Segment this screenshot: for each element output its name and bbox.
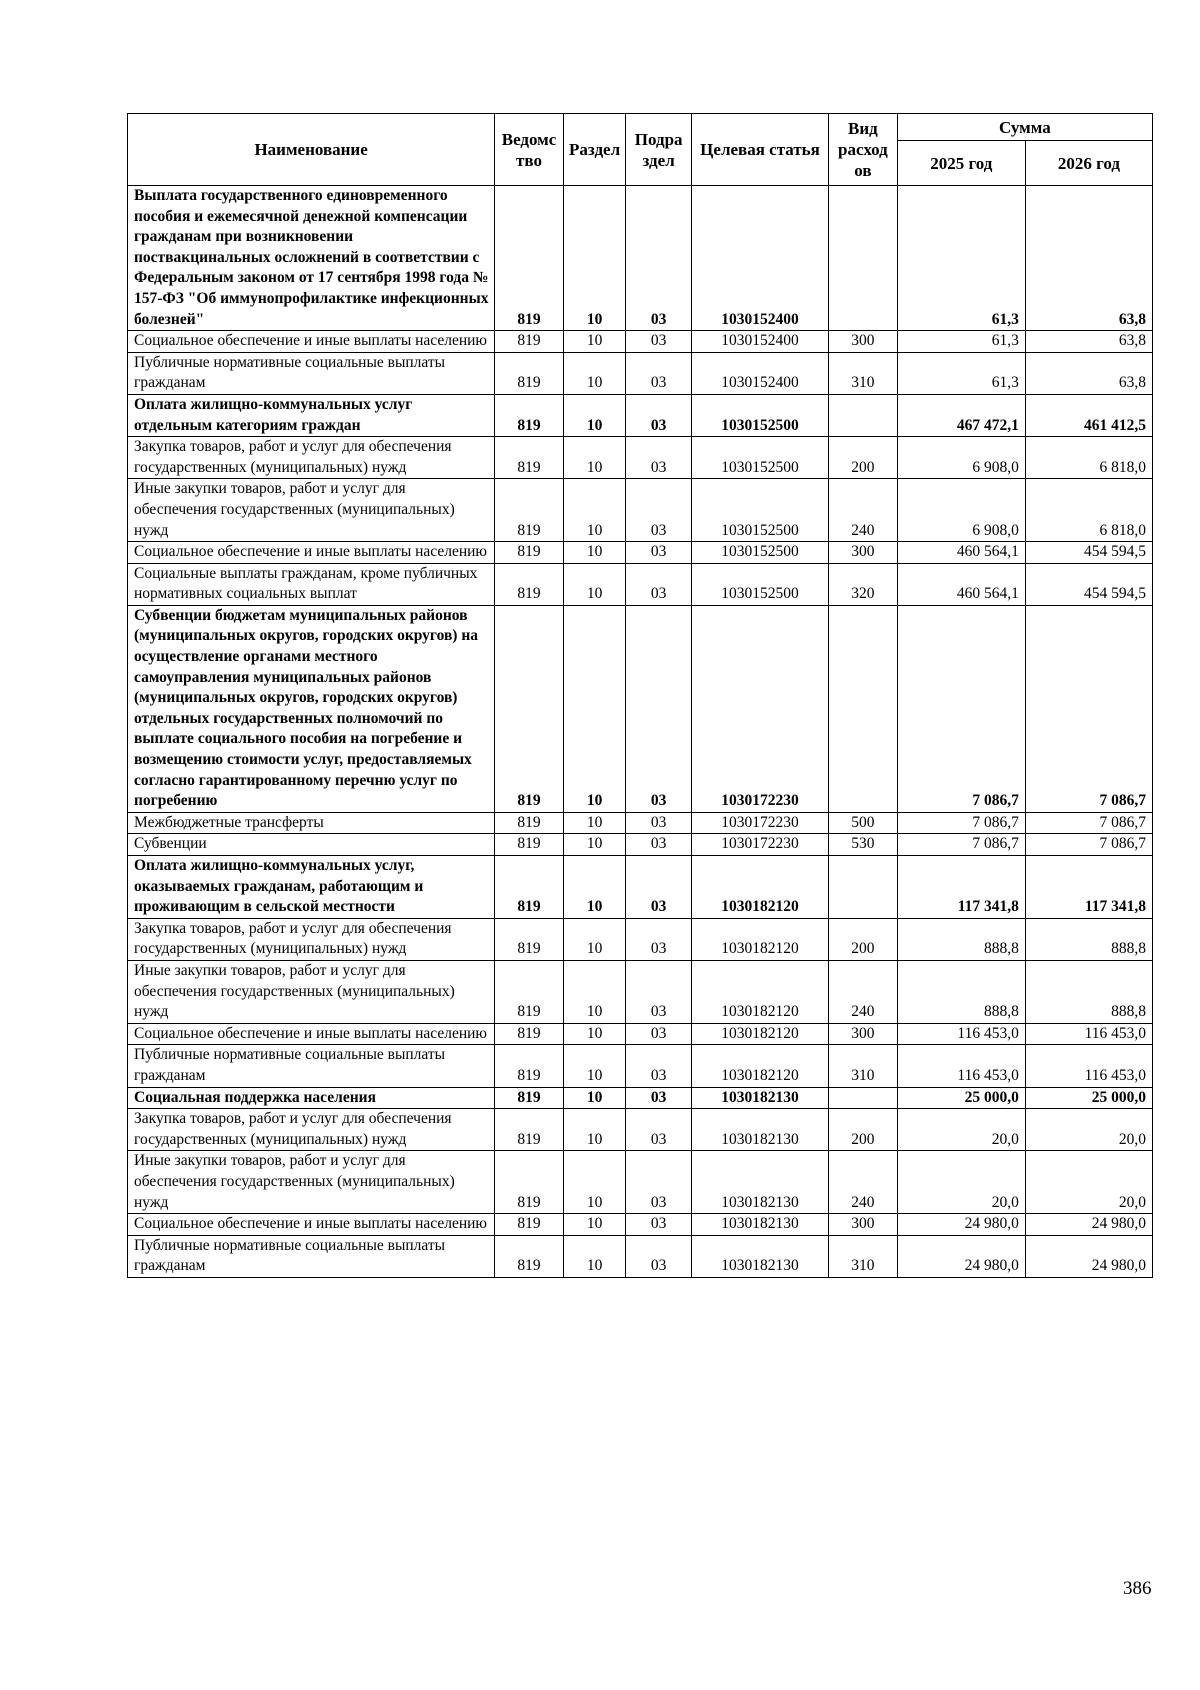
row-dept: 819 [495, 1045, 564, 1087]
row-target: 1030182130 [691, 1214, 828, 1236]
row-section: 10 [563, 918, 626, 960]
row-sum-2025: 460 564,1 [897, 563, 1025, 605]
row-section: 10 [563, 856, 626, 919]
row-sum-2025: 116 453,0 [897, 1045, 1025, 1087]
row-target: 1030182130 [691, 1109, 828, 1151]
row-expense-type [829, 605, 898, 812]
row-section: 10 [563, 186, 626, 331]
table-row [128, 542, 1153, 564]
row-target: 1030182120 [691, 918, 828, 960]
row-sum-2026: 116 453,0 [1025, 1023, 1152, 1045]
row-subsection: 03 [626, 331, 692, 353]
row-sum-2026: 63,8 [1025, 352, 1152, 394]
row-sum-2026: 24 980,0 [1025, 1214, 1152, 1236]
row-sum-2025: 7 086,7 [897, 605, 1025, 812]
header-expense-type: Вид расход ов [829, 114, 898, 186]
row-dept: 819 [495, 186, 564, 331]
row-expense-type: 240 [829, 960, 898, 1023]
row-name: Публичные нормативные социальные выплаты гражданам [128, 352, 495, 394]
table-row [128, 918, 1153, 960]
table-row [128, 812, 1153, 834]
row-section: 10 [563, 1235, 626, 1277]
table-row [128, 437, 1153, 479]
table-row [128, 394, 1153, 436]
row-expense-type: 320 [829, 563, 898, 605]
header-subsection: Подра здел [626, 114, 692, 186]
row-name: Межбюджетные трансферты [128, 812, 495, 834]
table-body [128, 186, 1153, 1278]
header-year-2026: 2026 год [1025, 141, 1152, 186]
table-row [128, 1214, 1153, 1236]
row-dept: 819 [495, 918, 564, 960]
row-expense-type [829, 394, 898, 436]
table-row [128, 331, 1153, 353]
row-subsection: 03 [626, 812, 692, 834]
header-name: Наименование [128, 114, 495, 186]
table-row [128, 352, 1153, 394]
budget-sheet [127, 113, 1153, 1278]
row-expense-type: 240 [829, 1151, 898, 1214]
row-name: Иные закупки товаров, работ и услуг для обеспечения государственных (муниципальных) нужд [128, 1151, 495, 1214]
row-expense-type: 300 [829, 1023, 898, 1045]
row-subsection: 03 [626, 1235, 692, 1277]
row-expense-type: 200 [829, 918, 898, 960]
row-subsection: 03 [626, 834, 692, 856]
header-target: Целевая статья [691, 114, 828, 186]
row-sum-2025: 24 980,0 [897, 1235, 1025, 1277]
row-target: 1030172230 [691, 812, 828, 834]
header-dept: Ведомс тво [495, 114, 564, 186]
row-section: 10 [563, 542, 626, 564]
row-sum-2025: 20,0 [897, 1109, 1025, 1151]
row-sum-2026: 888,8 [1025, 918, 1152, 960]
header-sum: Сумма [897, 114, 1152, 141]
row-name: Закупка товаров, работ и услуг для обеспечения государственных (муниципальных) нужд [128, 918, 495, 960]
row-section: 10 [563, 394, 626, 436]
table-row [128, 960, 1153, 1023]
row-name: Оплата жилищно-коммунальных услуг отдельным категориям граждан [128, 394, 495, 436]
row-sum-2026: 7 086,7 [1025, 834, 1152, 856]
row-sum-2026: 20,0 [1025, 1151, 1152, 1214]
row-section: 10 [563, 479, 626, 542]
row-section: 10 [563, 834, 626, 856]
row-name: Социальные выплаты гражданам, кроме публичных нормативных социальных выплат [128, 563, 495, 605]
row-target: 1030152400 [691, 331, 828, 353]
row-target: 1030182120 [691, 960, 828, 1023]
row-dept: 819 [495, 437, 564, 479]
row-sum-2025: 7 086,7 [897, 812, 1025, 834]
row-name: Закупка товаров, работ и услуг для обеспечения государственных (муниципальных) нужд [128, 437, 495, 479]
row-subsection: 03 [626, 1214, 692, 1236]
row-name: Социальное обеспечение и иные выплаты населению [128, 1214, 495, 1236]
row-dept: 819 [495, 856, 564, 919]
row-sum-2026: 63,8 [1025, 331, 1152, 353]
row-section: 10 [563, 1109, 626, 1151]
row-sum-2025: 61,3 [897, 186, 1025, 331]
row-sum-2026: 25 000,0 [1025, 1087, 1152, 1109]
row-dept: 819 [495, 394, 564, 436]
table-row [128, 563, 1153, 605]
row-sum-2026: 7 086,7 [1025, 812, 1152, 834]
table-row [128, 479, 1153, 542]
row-sum-2025: 6 908,0 [897, 437, 1025, 479]
row-name: Социальное обеспечение и иные выплаты населению [128, 331, 495, 353]
row-target: 1030152500 [691, 437, 828, 479]
row-section: 10 [563, 331, 626, 353]
row-target: 1030172230 [691, 605, 828, 812]
row-dept: 819 [495, 1023, 564, 1045]
table-row [128, 1023, 1153, 1045]
row-subsection: 03 [626, 856, 692, 919]
row-name: Иные закупки товаров, работ и услуг для обеспечения государственных (муниципальных) нужд [128, 479, 495, 542]
row-target: 1030182130 [691, 1151, 828, 1214]
row-subsection: 03 [626, 186, 692, 331]
row-sum-2025: 7 086,7 [897, 834, 1025, 856]
row-expense-type: 300 [829, 1214, 898, 1236]
row-expense-type: 200 [829, 1109, 898, 1151]
budget-table [127, 113, 1153, 1278]
row-section: 10 [563, 1023, 626, 1045]
row-expense-type: 500 [829, 812, 898, 834]
row-name: Социальная поддержка населения [128, 1087, 495, 1109]
row-target: 1030152400 [691, 352, 828, 394]
row-target: 1030152500 [691, 394, 828, 436]
row-subsection: 03 [626, 542, 692, 564]
row-sum-2025: 6 908,0 [897, 479, 1025, 542]
row-target: 1030152500 [691, 563, 828, 605]
row-section: 10 [563, 437, 626, 479]
row-subsection: 03 [626, 605, 692, 812]
table-row [128, 605, 1153, 812]
row-name: Социальное обеспечение и иные выплаты населению [128, 1023, 495, 1045]
row-section: 10 [563, 812, 626, 834]
row-dept: 819 [495, 1214, 564, 1236]
row-section: 10 [563, 960, 626, 1023]
row-subsection: 03 [626, 1109, 692, 1151]
row-subsection: 03 [626, 1023, 692, 1045]
row-sum-2025: 467 472,1 [897, 394, 1025, 436]
row-expense-type [829, 856, 898, 919]
row-section: 10 [563, 1087, 626, 1109]
row-name: Субвенции бюджетам муниципальных районов (муниципальных округов, городских округов) на осуществление органами местного самоуправления муниципальных районов (муниципальных округов, городских округов) отдельных государственных полномочий по выплате социального пособия на погребение и возмещению стоимости услуг, предоставляемых согласно гарантированному перечню услуг по погребению [128, 605, 495, 812]
row-target: 1030182120 [691, 1045, 828, 1087]
row-sum-2025: 61,3 [897, 331, 1025, 353]
row-expense-type: 240 [829, 479, 898, 542]
row-target: 1030172230 [691, 834, 828, 856]
row-dept: 819 [495, 563, 564, 605]
table-row [128, 1235, 1153, 1277]
row-name: Выплата государственного единовременного пособия и ежемесячной денежной компенсации гражданам при возникновении поствакцинальных осложнений в соответствии с Федеральным законом от 17 сентября 1998 года № 157-ФЗ "Об иммунопрофилактике инфекционных болезней" [128, 186, 495, 331]
row-name: Закупка товаров, работ и услуг для обеспечения государственных (муниципальных) нужд [128, 1109, 495, 1151]
row-sum-2026: 454 594,5 [1025, 542, 1152, 564]
row-subsection: 03 [626, 437, 692, 479]
row-section: 10 [563, 605, 626, 812]
row-sum-2026: 20,0 [1025, 1109, 1152, 1151]
row-sum-2025: 24 980,0 [897, 1214, 1025, 1236]
row-dept: 819 [495, 331, 564, 353]
header-section: Раздел [563, 114, 626, 186]
row-sum-2025: 61,3 [897, 352, 1025, 394]
row-dept: 819 [495, 479, 564, 542]
row-expense-type: 300 [829, 331, 898, 353]
row-sum-2025: 888,8 [897, 918, 1025, 960]
row-target: 1030152500 [691, 542, 828, 564]
row-dept: 819 [495, 352, 564, 394]
row-target: 1030182130 [691, 1235, 828, 1277]
row-sum-2026: 454 594,5 [1025, 563, 1152, 605]
row-sum-2025: 460 564,1 [897, 542, 1025, 564]
row-sum-2026: 888,8 [1025, 960, 1152, 1023]
row-subsection: 03 [626, 479, 692, 542]
row-target: 1030152500 [691, 479, 828, 542]
row-sum-2025: 25 000,0 [897, 1087, 1025, 1109]
row-target: 1030182120 [691, 856, 828, 919]
row-subsection: 03 [626, 394, 692, 436]
row-sum-2026: 116 453,0 [1025, 1045, 1152, 1087]
table-row [128, 1087, 1153, 1109]
row-dept: 819 [495, 1087, 564, 1109]
table-row [128, 1045, 1153, 1087]
row-sum-2026: 24 980,0 [1025, 1235, 1152, 1277]
table-row [128, 186, 1153, 331]
row-dept: 819 [495, 1151, 564, 1214]
row-dept: 819 [495, 605, 564, 812]
table-row [128, 856, 1153, 919]
row-section: 10 [563, 1151, 626, 1214]
row-section: 10 [563, 563, 626, 605]
row-expense-type: 310 [829, 1235, 898, 1277]
row-sum-2026: 6 818,0 [1025, 479, 1152, 542]
row-name: Публичные нормативные социальные выплаты гражданам [128, 1045, 495, 1087]
row-sum-2025: 116 453,0 [897, 1023, 1025, 1045]
row-expense-type: 200 [829, 437, 898, 479]
row-expense-type [829, 1087, 898, 1109]
row-subsection: 03 [626, 352, 692, 394]
table-row [128, 1109, 1153, 1151]
row-section: 10 [563, 1214, 626, 1236]
row-section: 10 [563, 1045, 626, 1087]
page-number: 386 [1123, 1578, 1152, 1599]
row-expense-type: 310 [829, 1045, 898, 1087]
row-expense-type [829, 186, 898, 331]
row-target: 1030182120 [691, 1023, 828, 1045]
table-row [128, 1151, 1153, 1214]
row-subsection: 03 [626, 1045, 692, 1087]
row-name: Иные закупки товаров, работ и услуг для обеспечения государственных (муниципальных) нужд [128, 960, 495, 1023]
row-sum-2025: 117 341,8 [897, 856, 1025, 919]
row-name: Субвенции [128, 834, 495, 856]
row-name: Оплата жилищно-коммунальных услуг, оказываемых гражданам, работающим и проживающим в сельской местности [128, 856, 495, 919]
row-name: Социальное обеспечение и иные выплаты населению [128, 542, 495, 564]
row-sum-2026: 461 412,5 [1025, 394, 1152, 436]
row-subsection: 03 [626, 1151, 692, 1214]
header-year-2025: 2025 год [897, 141, 1025, 186]
row-name: Публичные нормативные социальные выплаты гражданам [128, 1235, 495, 1277]
row-expense-type: 300 [829, 542, 898, 564]
row-dept: 819 [495, 960, 564, 1023]
row-expense-type: 530 [829, 834, 898, 856]
row-expense-type: 310 [829, 352, 898, 394]
row-dept: 819 [495, 1109, 564, 1151]
row-sum-2026: 6 818,0 [1025, 437, 1152, 479]
row-subsection: 03 [626, 918, 692, 960]
row-dept: 819 [495, 1235, 564, 1277]
row-subsection: 03 [626, 1087, 692, 1109]
row-target: 1030182130 [691, 1087, 828, 1109]
row-dept: 819 [495, 812, 564, 834]
row-sum-2025: 20,0 [897, 1151, 1025, 1214]
row-sum-2026: 117 341,8 [1025, 856, 1152, 919]
row-sum-2026: 7 086,7 [1025, 605, 1152, 812]
row-dept: 819 [495, 542, 564, 564]
row-sum-2026: 63,8 [1025, 186, 1152, 331]
row-section: 10 [563, 352, 626, 394]
row-subsection: 03 [626, 563, 692, 605]
row-subsection: 03 [626, 960, 692, 1023]
row-sum-2025: 888,8 [897, 960, 1025, 1023]
table-header [128, 114, 1153, 186]
row-target: 1030152400 [691, 186, 828, 331]
row-dept: 819 [495, 834, 564, 856]
table-row [128, 834, 1153, 856]
